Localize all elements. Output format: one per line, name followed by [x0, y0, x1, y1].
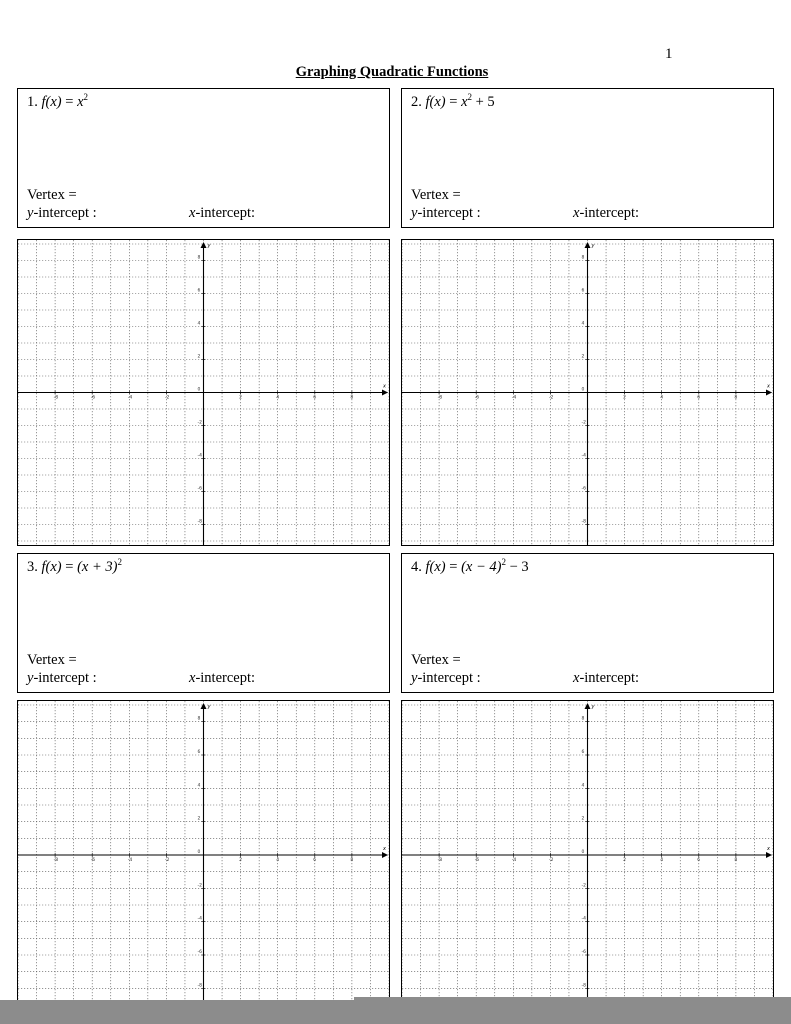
y-axis-label: y	[207, 243, 211, 249]
x-tick-label: 8	[350, 858, 354, 863]
bottom-bar-left	[0, 1000, 354, 1024]
x-tick-label: -2	[164, 395, 170, 401]
coordinate-plane	[18, 240, 389, 545]
x-axis-label: x	[767, 846, 770, 852]
x-tick-label: -8	[437, 858, 443, 863]
x-intercept-label: x-intercept:	[573, 205, 640, 221]
y-tick-label: 0	[197, 850, 201, 855]
y-tick-label: 0	[581, 387, 585, 393]
y-tick-label: -4	[581, 453, 586, 459]
x-axis-label: x	[767, 383, 770, 390]
y-tick-label: 4	[581, 783, 585, 789]
x-tick-label: -8	[437, 395, 443, 401]
y-tick-label: -6	[581, 950, 586, 955]
coordinate-plane	[402, 701, 773, 1009]
x-tick-label: -4	[127, 395, 133, 401]
coordinate-plane	[402, 240, 773, 545]
y-tick-label: -4	[197, 916, 202, 922]
y-tick-label: 8	[197, 255, 201, 261]
x-tick-label: -4	[127, 858, 133, 863]
y-axis-arrow	[201, 242, 207, 248]
problem-3-intercepts	[27, 670, 377, 687]
x-tick-label: 2	[623, 858, 626, 863]
y-tick-label: -2	[197, 420, 202, 426]
problem-2-equation: 2. $f(x) = x^2 + 5$	[411, 92, 495, 110]
y-axis-arrow	[201, 703, 207, 709]
problem-3-equation: 3. $f(x) = (x + 3)^2$	[27, 557, 122, 575]
y-tick-label: -8	[197, 983, 202, 989]
x-tick-label: -6	[90, 395, 96, 401]
y-tick-label: 6	[197, 750, 201, 755]
y-tick-label: 4	[197, 783, 201, 789]
x-tick-label: 6	[697, 858, 701, 863]
x-tick-label: 2	[623, 395, 626, 401]
y-tick-label: 4	[197, 321, 201, 327]
problem-1-vertex-label: Vertex =	[27, 187, 77, 203]
problem-box-1	[17, 88, 390, 228]
y-tick-label: 8	[581, 255, 585, 261]
y-tick-label: -6	[197, 486, 202, 492]
x-axis-arrow	[382, 852, 388, 858]
coordinate-plane	[18, 701, 389, 1009]
y-tick-label: -2	[581, 420, 586, 426]
y-tick-label: 2	[581, 816, 585, 822]
x-tick-label: 8	[734, 858, 738, 863]
x-tick-label: -4	[511, 858, 517, 863]
y-tick-label: 6	[581, 750, 585, 755]
x-tick-label: -2	[164, 858, 170, 863]
x-tick-label: -2	[548, 858, 554, 863]
problem-box-4	[401, 553, 774, 693]
graph-grid-3[interactable]	[17, 700, 390, 1010]
x-tick-label: 8	[734, 395, 738, 401]
problem-2-vertex-label: Vertex =	[411, 187, 461, 203]
x-axis-label: x	[383, 383, 386, 390]
x-tick-label: -6	[90, 858, 96, 863]
y-tick-label: -6	[581, 486, 586, 492]
x-tick-label: 4	[276, 395, 280, 401]
y-tick-label: 2	[197, 354, 201, 360]
x-tick-label: -2	[548, 395, 554, 401]
x-tick-label: 4	[276, 858, 280, 863]
y-axis-label: y	[591, 704, 595, 710]
y-axis-label: y	[207, 704, 211, 710]
graph-grid-1[interactable]	[17, 239, 390, 546]
y-tick-label: -4	[581, 916, 586, 922]
x-intercept-label: x-intercept:	[189, 670, 256, 686]
y-tick-label: 0	[581, 850, 585, 855]
x-axis-arrow	[766, 852, 772, 858]
x-tick-label: 6	[313, 395, 317, 401]
x-axis-arrow	[382, 390, 388, 396]
y-intercept-label: y-intercept :	[27, 205, 97, 221]
y-axis-arrow	[585, 242, 591, 248]
x-tick-label: -8	[53, 395, 59, 401]
x-intercept-label: x-intercept:	[573, 670, 640, 686]
y-tick-label: 2	[581, 354, 585, 360]
y-axis-arrow	[585, 703, 591, 709]
problem-4-vertex-label: Vertex =	[411, 652, 461, 668]
y-intercept-label: y-intercept :	[27, 670, 97, 686]
problem-4-equation: 4. $f(x) = (x - 4)^2 - 3$	[411, 557, 529, 575]
problem-3-vertex-label: Vertex =	[27, 652, 77, 668]
y-axis-label: y	[591, 243, 595, 249]
y-tick-label: -2	[581, 883, 586, 889]
y-tick-label: 8	[581, 716, 585, 722]
page-title: Graphing Quadratic Functions	[295, 64, 489, 80]
x-tick-label: 6	[313, 858, 317, 863]
problem-4-intercepts	[411, 670, 761, 687]
x-tick-label: 2	[239, 395, 242, 401]
y-tick-label: 6	[581, 288, 585, 294]
y-tick-label: -6	[197, 950, 202, 955]
x-tick-label: -8	[53, 858, 59, 863]
bottom-bar-right	[354, 997, 791, 1024]
y-intercept-label: y-intercept :	[411, 205, 481, 221]
x-tick-label: 8	[350, 395, 354, 401]
x-tick-label: -6	[474, 858, 480, 863]
y-tick-label: -8	[197, 519, 202, 525]
y-tick-label: -2	[197, 883, 202, 889]
problem-box-2	[401, 88, 774, 228]
y-tick-label: -4	[197, 453, 202, 459]
x-tick-label: 6	[697, 395, 701, 401]
problem-box-3	[17, 553, 390, 693]
y-intercept-label: y-intercept :	[411, 670, 481, 686]
problem-1-intercepts	[27, 205, 377, 222]
problem-1-equation: 1. $f(x) = x^2$	[27, 92, 88, 110]
x-tick-label: 4	[660, 858, 664, 863]
x-intercept-label: x-intercept:	[189, 205, 256, 221]
y-tick-label: 6	[197, 288, 201, 294]
x-tick-label: -4	[511, 395, 517, 401]
problem-2-intercepts	[411, 205, 761, 222]
y-tick-label: -8	[581, 519, 586, 525]
graph-grid-4[interactable]	[401, 700, 774, 1010]
x-axis-label: x	[383, 846, 386, 852]
x-axis-arrow	[766, 390, 772, 396]
y-tick-label: 4	[581, 321, 585, 327]
graph-grid-2[interactable]	[401, 239, 774, 546]
y-tick-label: 0	[197, 387, 201, 393]
page-number: 1	[665, 46, 673, 62]
x-tick-label: -6	[474, 395, 480, 401]
y-tick-label: 8	[197, 716, 201, 722]
y-tick-label: 2	[197, 816, 201, 822]
y-tick-label: -8	[581, 983, 586, 989]
x-tick-label: 2	[239, 858, 242, 863]
x-tick-label: 4	[660, 395, 664, 401]
